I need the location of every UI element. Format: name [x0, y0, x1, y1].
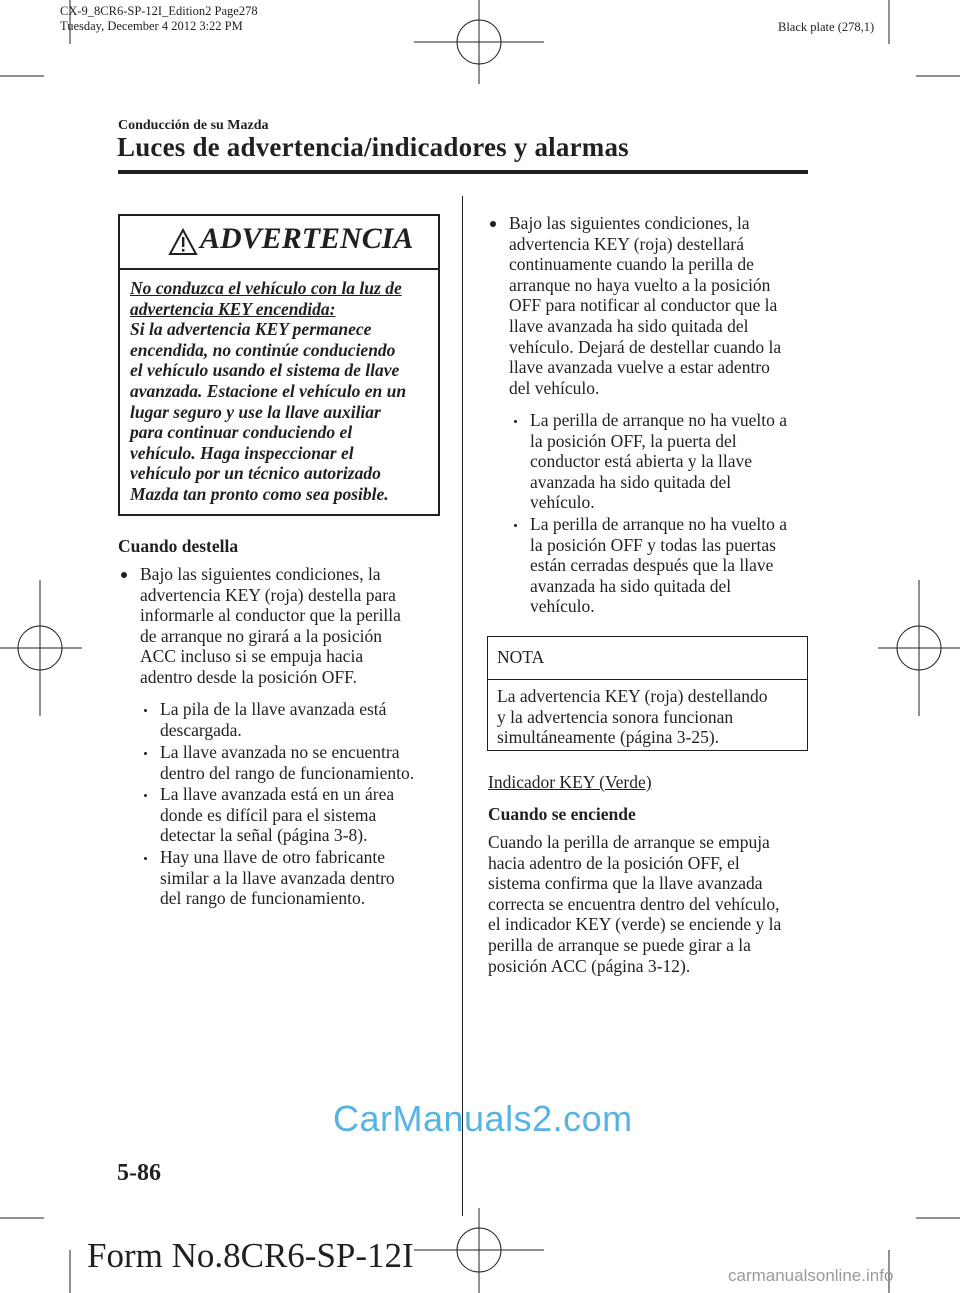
text-line: la posición OFF, la puerta del — [530, 430, 737, 451]
watermark-url: carmanualsonline.info — [728, 1266, 894, 1285]
warning-line: avanzada. Estacione el vehículo en un — [130, 380, 407, 401]
file-line: CX-9_8CR6-SP-12I_Edition2 Page278 — [60, 4, 258, 18]
warning-line: el vehículo usando el sistema de llave — [130, 360, 400, 381]
text-line: correcta se encuentra dentro del vehículo, — [488, 893, 780, 914]
text-line: donde es difícil para el sistema — [160, 804, 377, 825]
left-sub-item — [160, 847, 450, 909]
text-line: del vehículo. — [509, 377, 600, 398]
warning-line: Mazda tan pronto como sea posible. — [130, 483, 389, 504]
form-number: Form No.8CR6-SP-12I — [87, 1236, 414, 1275]
text-line: Cuando la perilla de arranque se empuja — [488, 832, 770, 852]
text-line: La pila de la llave avanzada está — [160, 699, 387, 719]
sub-bullet-icon — [144, 794, 147, 797]
file-info — [60, 4, 258, 34]
indicator-heading: Indicador KEY (Verde) — [488, 772, 652, 792]
nota-box — [487, 636, 808, 751]
text-line: hacia adentro de la posición OFF, el — [488, 852, 740, 873]
left-sub-item — [160, 784, 450, 846]
text-line: el indicador KEY (verde) se enciende y la — [488, 914, 782, 935]
sub-bullet-icon — [144, 857, 147, 860]
text-line: posición ACC (página 3-12). — [488, 955, 691, 976]
text-line: llave avanzada ha sido quitada del — [509, 315, 749, 336]
text-line: Bajo las siguientes condiciones, la — [140, 564, 381, 584]
text-line: de arranque no girará a la posición — [140, 625, 382, 646]
warning-line: Si la advertencia KEY permanece — [130, 319, 372, 340]
right-sub-item — [530, 410, 815, 513]
nota-divider — [488, 679, 807, 680]
text-line: vehículo. — [530, 596, 595, 617]
text-line: Bajo las siguientes condiciones, la — [509, 213, 750, 233]
text-line: OFF para notificar al conductor que la — [509, 295, 778, 316]
right-sub-item — [530, 514, 815, 617]
text-line: perilla de arranque se puede girar a la — [488, 934, 751, 955]
text-line: del rango de funcionamiento. — [160, 888, 366, 909]
bullet-dot-icon — [121, 572, 127, 578]
text-line: avanzada ha sido quitada del — [530, 471, 732, 492]
text-line: avanzada ha sido quitada del — [530, 575, 732, 596]
sub-bullet-icon — [144, 752, 147, 755]
left-bullet — [140, 564, 440, 688]
text-line: están cerradas después que la llave — [530, 555, 774, 576]
text-line: advertencia KEY (roja) destellará — [509, 233, 744, 254]
lit-paragraph — [488, 832, 813, 976]
plate-label: Black plate (278,1) — [778, 20, 875, 34]
warning-line: encendida, no continúe conduciendo — [130, 339, 396, 360]
warning-line: para continuar conduciendo el — [130, 422, 353, 443]
nota-text — [497, 686, 802, 748]
column-divider — [462, 196, 463, 1216]
sub-bullet-icon — [514, 420, 517, 423]
warning-header — [120, 216, 438, 268]
text-line: y la advertencia sonora funcionan — [497, 706, 734, 727]
warning-line: lugar seguro y use la llave auxiliar — [130, 401, 381, 422]
text-line: advertencia KEY (roja) destella para — [140, 584, 396, 605]
warning-box — [118, 214, 440, 516]
text-line: adentro desde la posición OFF. — [140, 666, 357, 687]
warning-line: vehículo. Haga inspeccionar el — [130, 442, 354, 463]
text-line: informarle al conductor que la perilla — [140, 605, 401, 626]
warning-text — [130, 278, 436, 505]
section-kicker: Conducción de su Mazda — [118, 118, 269, 133]
text-line: La perilla de arranque no ha vuelto a — [530, 514, 788, 534]
warning-line: advertencia KEY encendida: — [130, 298, 336, 319]
nota-heading: NOTA — [497, 647, 545, 667]
sub-bullet-icon — [514, 524, 517, 527]
flash-heading: Cuando destella — [118, 536, 239, 556]
warning-triangle-icon — [168, 228, 198, 256]
text-line: La llave avanzada está en un área — [160, 784, 395, 804]
title-rule — [118, 170, 808, 174]
left-sub-item — [160, 742, 450, 783]
watermark-logo: CarManuals2.com — [333, 1098, 633, 1139]
text-line: descargada. — [160, 719, 242, 740]
text-line: vehículo. Dejará de destellar cuando la — [509, 336, 782, 357]
text-line: ACC incluso si se empuja hacia — [140, 646, 364, 667]
page-number: 5-86 — [117, 1160, 161, 1186]
text-line: La perilla de arranque no ha vuelto a — [530, 410, 788, 430]
text-line: detectar la señal (página 3-8). — [160, 825, 368, 846]
lit-heading: Cuando se enciende — [488, 804, 636, 824]
text-line: la posición OFF y todas las puertas — [530, 534, 776, 555]
text-line: simultáneamente (página 3-25). — [497, 727, 720, 748]
text-line: conductor está abierta y la llave — [530, 451, 753, 472]
text-line: vehículo. — [530, 492, 595, 513]
text-line: llave avanzada vuelve a estar adentro — [509, 357, 770, 378]
text-line: La advertencia KEY (roja) destellando — [497, 686, 768, 706]
date-line: Tuesday, December 4 2012 3:22 PM — [60, 19, 243, 33]
text-line: dentro del rango de funcionamiento. — [160, 762, 415, 783]
text-line: similar a la llave avanzada dentro — [160, 867, 395, 888]
text-line: arranque no haya vuelto a la posición — [509, 274, 771, 295]
warning-line: No conduzca el vehículo con la luz de — [130, 278, 402, 298]
left-sub-item — [160, 699, 450, 740]
warning-divider — [120, 268, 438, 270]
warning-heading: ADVERTENCIA — [200, 222, 414, 255]
text-line: sistema confirma que la llave avanzada — [488, 873, 763, 894]
text-line: Hay una llave de otro fabricante — [160, 847, 385, 867]
page-title: Luces de advertencia/indicadores y alarmas — [117, 132, 629, 162]
sub-bullet-icon — [144, 709, 147, 712]
text-line: continuamente cuando la perilla de — [509, 254, 754, 275]
right-bullet — [509, 213, 809, 398]
text-line: La llave avanzada no se encuentra — [160, 742, 400, 762]
bullet-dot-icon — [490, 221, 496, 227]
warning-line: vehículo por un técnico autorizado — [130, 463, 381, 484]
